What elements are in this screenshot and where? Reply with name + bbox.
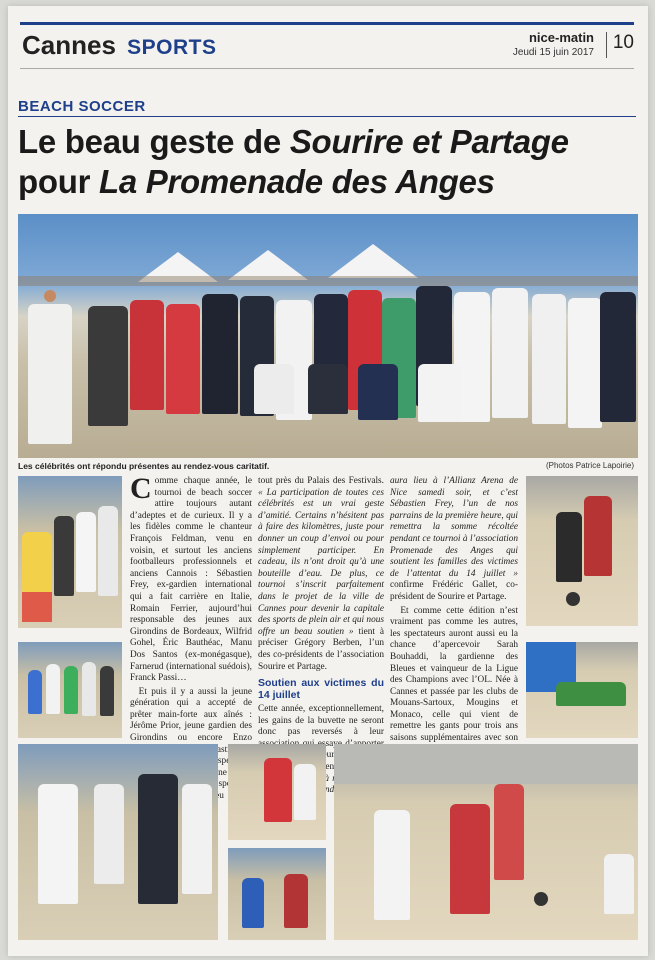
quote: à (324, 773, 330, 784)
quote: aura lieu à l’Allianz Arena de Nice samedi soir, et c’est Sébastien Frey, l’un de nos parrains de la première heure, qui remettra la somme récoltée pendant ce tournoi à l’association Promenade des Anges qui soutient les familles des victimes de l’attentat du 14 juillet » (390, 476, 518, 579)
paragraph: Cette année, exceptionnellement, les gains de la buvette ne seront donc pas reversés à leur essaye (258, 704, 384, 749)
article-column-1 (130, 472, 252, 802)
paragraph: omme chaque année, le tournoi de beach soccer attire toujours autant d’adeptes et de curieux. Il y a les fidèles comme le chanteur François Feldman, venu en voisin, et surtout les anciens footballeurs professionnels et anciens Cannois : Sébastien Frey, ex-gardien international qui a fait carrière en Italie, Romain Ferrier, aujourd’hui responsable des jeunes aux Girondins de Bordeaux, Wilfrid Gohel, Éric Bauthéac, Manu Dos Santos (ex-monégasque), Farnerud (international suédois), Franck Passi… (130, 476, 252, 684)
masthead (513, 30, 594, 58)
paragraph: tient à préciser Grégory Berben, l’un des co-présidents de l’association Sourire et Partage. (258, 626, 384, 672)
photo-credit: (Photos Patrice Lapoirie) (545, 461, 634, 470)
paragraph: Et puis il y a aussi la jeune génération qui a accepté de prêter main-forte aux aînés : Jérôme Prior, jeune gardien des Girondins ou encore Enzo Bastia. jeu (130, 686, 252, 802)
kicker-rule (18, 116, 636, 117)
section-title (22, 30, 217, 61)
dropcap: C (130, 472, 152, 505)
match-action-photo-3 (228, 744, 326, 840)
goalkeeper-photo (526, 642, 638, 738)
paper-name: nice-matin (528, 30, 594, 45)
section-name: Cannes (22, 30, 116, 60)
article-column-2 (258, 476, 384, 784)
article-kicker: BEACH SOCCER (18, 98, 146, 115)
match-action-photo-5 (334, 744, 638, 940)
quote: « La participation de toutes ces célébrités est un vrai geste d’amitié. Certains n’hésitent pas à faire des kilomètres, juste pour donner un coup d’envoi ou pour simplement participer. En cadeau, ils n’ont droit qu’à une bouteille d’eau. De plus, ce tournoi s’inscrit parfaitement dans le projet de la ville de Cannes pour devenir la capitale des sports de plein air et qui nous offre un beau soutien » (258, 487, 384, 637)
match-action-photo-1 (526, 476, 638, 626)
headline-emphasis-1: Sourire et Partage (289, 123, 569, 160)
group-photo (18, 214, 638, 458)
page-number: 10 (606, 32, 634, 58)
newspaper-page (8, 6, 648, 956)
match-action-photo-4 (228, 848, 326, 940)
issue-date: Jeudi 15 juin 2017 (512, 47, 594, 58)
spectators-photo (18, 476, 122, 628)
section-category: SPORTS (127, 36, 217, 59)
match-action-photo-2 (18, 744, 218, 940)
photo-caption: Les célébrités ont répondu présentes au rendez-vous caritatif. (18, 461, 270, 471)
article-subhead: Soutien aux victimes du 14 juillet (258, 677, 384, 702)
header-divider (20, 68, 634, 69)
headline-text-2: pour (18, 163, 99, 200)
headline-emphasis-2: La Promenade des Anges (98, 163, 495, 200)
article-headline (18, 122, 634, 202)
page-header (22, 28, 634, 66)
kids-team-photo (18, 642, 122, 738)
paragraph: Et comme cette édition n’est vraiment pas comme les autres, les spectateurs auront aussi eu la chance d’apercevoir Sarah Bouhaddi, la gardienne des Bleues et vainqueur de la Ligue des Champions avec l’OL. Née à Cannes et passée par les clubs de Mouans-Sartoux, Mougins et Monaco, celle qui vient de remettre les gants pour trois ans saisons supplémentaires avec son (390, 605, 518, 744)
paragraph: tout près du Palais des Festivals. (258, 476, 384, 486)
article-column-3 (390, 476, 518, 744)
headline-text-1: Le beau geste de (18, 123, 290, 160)
top-rule (20, 22, 634, 25)
paragraph: confirme Frédéric Gallet, co-président de Sourire et Partage. (390, 580, 518, 602)
